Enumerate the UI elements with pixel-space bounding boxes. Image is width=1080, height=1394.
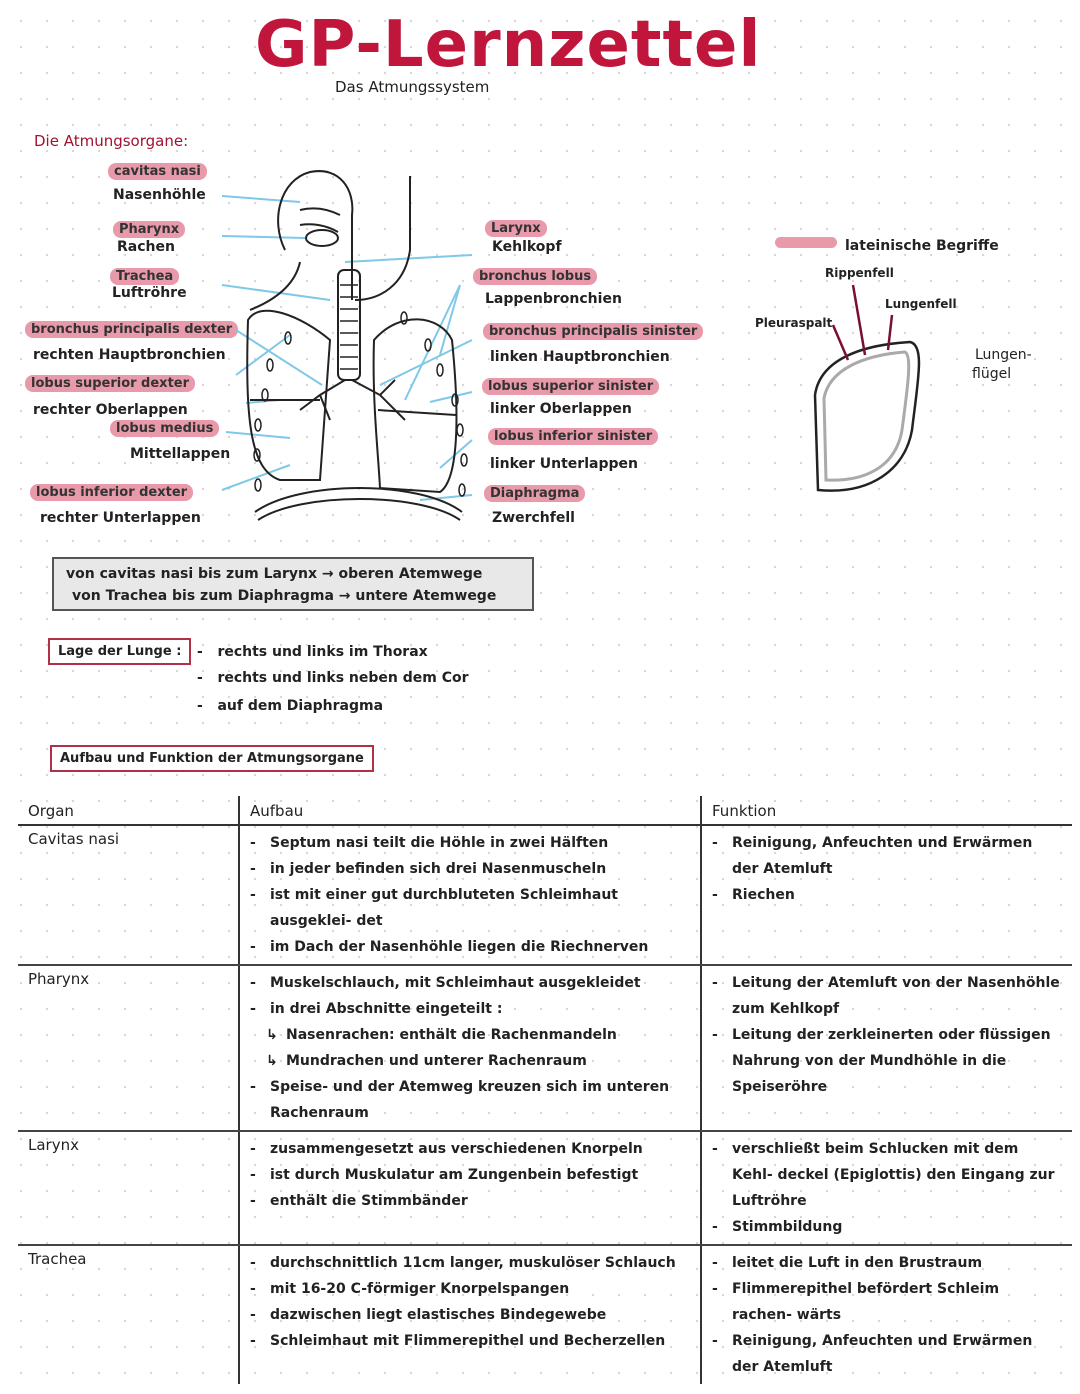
label-latin-bronchus-principalis-dexter: bronchus principalis dexter: [25, 321, 238, 338]
label-lungenfell: Lungenfell: [885, 297, 957, 311]
label-latin-bronchus-principalis-sinister: bronchus principalis sinister: [483, 323, 703, 340]
aufbau-cell: - Septum nasi teilt die Höhle in zwei Hälften - in jeder befinden sich drei Nasenmuscheln - ist mit einer gut durchbluteten Schleimhaut ausgeklei- det - im Dach der Nasenhöhle liegen die Riechnerven: [239, 825, 701, 965]
label-german-mittellappen: Mittellappen: [130, 446, 231, 462]
table-row: [18, 1131, 1072, 1245]
table-row: [18, 965, 1072, 1131]
lage-item-1: - rechts und links im Thorax: [197, 644, 428, 660]
organ-table: [18, 796, 1072, 1384]
table-row: [18, 825, 1072, 965]
funktion-cell: - Reinigung, Anfeuchten und Erwärmen der Atemluft - Riechen: [701, 825, 1072, 965]
organ-cell: Trachea: [28, 1250, 87, 1268]
label-latin-lobus-inferior-dexter: lobus inferior dexter: [30, 484, 193, 501]
label-german-linker-oberlappen: linker Oberlappen: [490, 401, 632, 417]
organ-cell: Larynx: [18, 1131, 239, 1245]
lage-label: Lage der Lunge :: [48, 638, 191, 665]
header-funktion: Funktion: [701, 796, 1072, 825]
label-lungenfluegel-2: flügel: [972, 366, 1012, 382]
label-latin-lobus-medius: lobus medius: [110, 420, 219, 437]
label-german-kehlkopf: Kehlkopf: [492, 239, 562, 255]
label-latin-larynx: Larynx: [485, 220, 547, 237]
label-latin-lobus-superior-dexter: lobus superior dexter: [25, 375, 195, 392]
label-lungenfluegel-1: Lungen-: [975, 347, 1032, 363]
header-aufbau: Aufbau: [239, 796, 701, 825]
respiratory-system-illustration: [0, 0, 1080, 560]
page-subtitle: Das Atmungssystem: [335, 78, 490, 96]
funktion-cell: - verschließt beim Schlucken mit dem Kehl- deckel (Epiglottis) den Eingang zur Luftröhre - Stimmbildung: [701, 1131, 1072, 1245]
table-row: [18, 1245, 1072, 1384]
aufbau-cell: - zusammengesetzt aus verschiedenen Knorpeln - ist durch Muskulatur am Zungenbein befestigt - enthält die Stimmbänder: [239, 1131, 701, 1245]
label-german-luftroehre: Luftröhre: [112, 285, 187, 301]
legend-text: lateinische Begriffe: [845, 238, 999, 254]
label-german-linker-unterlappen: linker Unterlappen: [490, 456, 638, 472]
label-german-rechten-hauptbronchien: rechten Hauptbronchien: [33, 347, 226, 363]
label-latin-lobus-superior-sinister: lobus superior sinister: [482, 378, 659, 395]
label-latin-diaphragma: Diaphragma: [484, 485, 585, 502]
aufbau-cell: - durchschnittlich 11cm langer, muskulöser Schlauch - mit 16-20 C-förmiger Knorpelspangen - dazwischen liegt elastisches Bindegewebe - Schleimhaut mit Flimmerepithel und Becherzellen: [239, 1245, 701, 1384]
label-german-linken-hauptbronchien: linken Hauptbronchien: [490, 349, 670, 365]
label-latin-lobus-inferior-sinister: lobus inferior sinister: [488, 428, 658, 445]
label-latin-pharynx: Pharynx: [113, 221, 185, 238]
label-german-rechter-unterlappen: rechter Unterlappen: [40, 510, 201, 526]
label-german-rechter-oberlappen: rechter Oberlappen: [33, 402, 188, 418]
label-german-lappenbronchien: Lappenbronchien: [485, 291, 622, 307]
airways-box: [52, 557, 534, 611]
aufbau-cell: - Muskelschlauch, mit Schleimhaut ausgekleidet - in drei Abschnitte eingeteilt : ↳ Nasenrachen: enthält die Rachenmandeln ↳ Mundrachen und unterer Rachenraum - Speise- und der Atemweg kreuzen sich im unteren Rachenraum: [239, 965, 701, 1131]
funktion-cell: - leitet die Luft in den Brustraum - Flimmerepithel befördert Schleim rachen- wärts - Reinigung, Anfeuchten und Erwärmen der Atemluft: [701, 1245, 1072, 1384]
funktion-cell: - Leitung der Atemluft von der Nasenhöhle zum Kehlkopf - Leitung der zerkleinerten oder flüssigen Nahrung von der Mundhöhle in die Speiseröhre: [701, 965, 1072, 1131]
label-pleuraspalt: Pleuraspalt: [755, 316, 833, 330]
lage-item-3: - auf dem Diaphragma: [197, 698, 384, 714]
label-latin-cavitas-nasi: cavitas nasi: [108, 163, 207, 180]
aufbau-funktion-label: Aufbau und Funktion der Atmungsorgane: [50, 745, 374, 772]
label-german-nasenhoehle: Nasenhöhle: [113, 187, 206, 203]
organ-cell: Cavitas nasi: [18, 825, 239, 965]
header-organ: Organ: [18, 796, 239, 825]
label-latin-trachea: Trachea: [110, 268, 179, 285]
label-german-rachen: Rachen: [117, 239, 175, 255]
page-title: GP-Lernzettel: [255, 8, 762, 82]
organs-section-label: Die Atmungsorgane:: [34, 132, 189, 150]
label-rippenfell: Rippenfell: [825, 266, 894, 280]
label-latin-bronchus-lobus: bronchus lobus: [473, 268, 597, 285]
airways-line-lower: von Trachea bis zum Diaphragma → untere Atemwege: [72, 588, 497, 604]
label-german-zwerchfell: Zwerchfell: [492, 510, 575, 526]
lage-item-2: - rechts und links neben dem Cor: [197, 670, 469, 686]
airways-line-upper: von cavitas nasi bis zum Larynx → oberen Atemwege: [66, 566, 483, 582]
organ-cell: Pharynx: [18, 965, 239, 1131]
legend-swatch: [775, 237, 837, 248]
